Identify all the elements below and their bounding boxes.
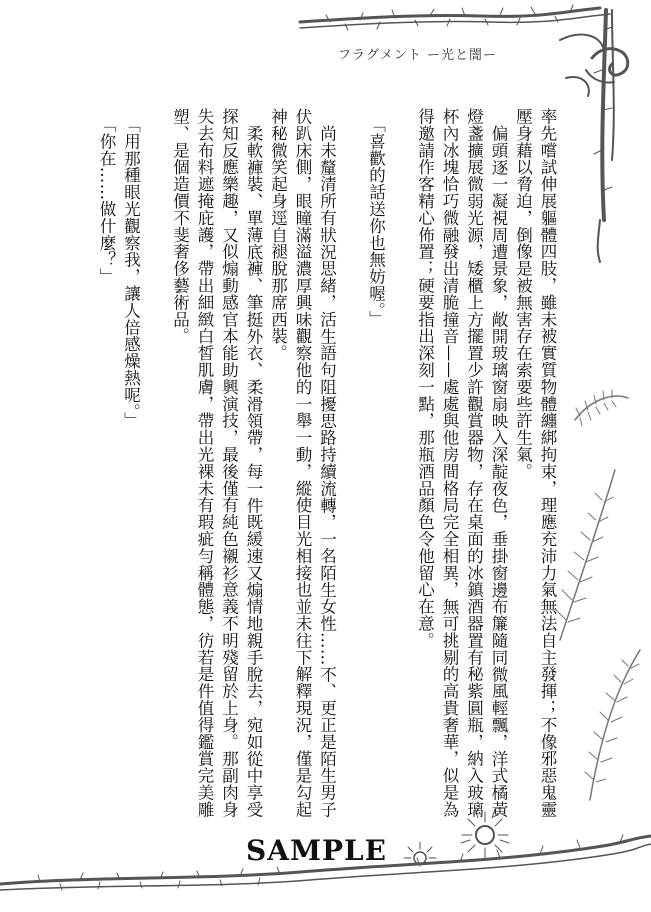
right-thorn-vine-icon xyxy=(586,10,628,262)
paragraph-spacer xyxy=(143,108,168,828)
paragraph: 尚未釐清所有狀況思緒，活生語句阻擾思路持續流轉，一名陌生女性……不、更正是陌生男子伏趴床側，眼瞳滿溢濃厚興味觀察他的一舉一動，縱使目光相接也並未往下解釋現況，僅是勾起神秘微笑起身逕自褪脫那席西裝。 xyxy=(268,108,337,818)
thistle-bloom-icon xyxy=(404,842,436,864)
feather-icon xyxy=(556,470,615,640)
corner-curl-icon xyxy=(560,35,604,96)
paragraph: 柔軟褲裝、單薄底褲、筆挺外衣、柔滑領帶，每一件既緩速又煽情地親手脫去，宛如從中享受探知反應樂趣，又似煽動感官本能助興演技，最後僅有純色襯衫意義不明殘留於上身。那副肉身失去布料遮掩庇護，帶出細緻白皙肌膚，帶出光裸未有瑕疵勻稱體態，彷若是件值得鑑賞完美雕塑、是個造價不斐奢侈藝術品。 xyxy=(170,108,263,818)
dialogue-line: 「用那種眼光觀察我，讓人倍感燥熱呢。」 xyxy=(121,116,141,430)
paragraph: 率先嚐試伸展軀體四肢，雖未被實質物體纏綁拘束，理應充沛力氣無法自主發揮；不像邪惡鬼靈壓身藉以脅迫，倒像是被無害存在索要些許生氣。 xyxy=(513,108,557,818)
vertical-body-text xyxy=(94,108,560,828)
dialogue-line: 「你在……做什麼？」 xyxy=(97,116,116,286)
paragraph: 偏頭逐一凝視周遭景象，敞開玻璃窗扇映入深靛夜色，垂掛窗邊布簾隨同微風輕飄，洋式橘黃燈盞擴展微弱光源，矮櫃上方擺置少許觀賞器物，存在桌面的冰鎮酒器置有秘紫圓瓶，納入玻璃杯內冰塊恰巧微融發出清脆撞音——處處與他房間格局完全相異，無可挑剔的高貴奢華，似是為得邀請作客精心佈置；硬要指出深刻一點，那瓶酒品顏色令他留心在意。 xyxy=(415,108,508,818)
dialogue-line: 「喜歡的話送你也無妨喔。」 xyxy=(366,116,386,328)
paragraph-spacer xyxy=(388,108,413,828)
feather-icon xyxy=(585,650,640,800)
top-thorn-vine-icon xyxy=(300,5,610,30)
sample-watermark: SAMPLE xyxy=(246,834,388,867)
paragraph-spacer xyxy=(339,108,364,828)
feather-icon xyxy=(575,390,628,426)
chapter-running-header: フラグメント ー光と闇ー xyxy=(338,48,498,63)
